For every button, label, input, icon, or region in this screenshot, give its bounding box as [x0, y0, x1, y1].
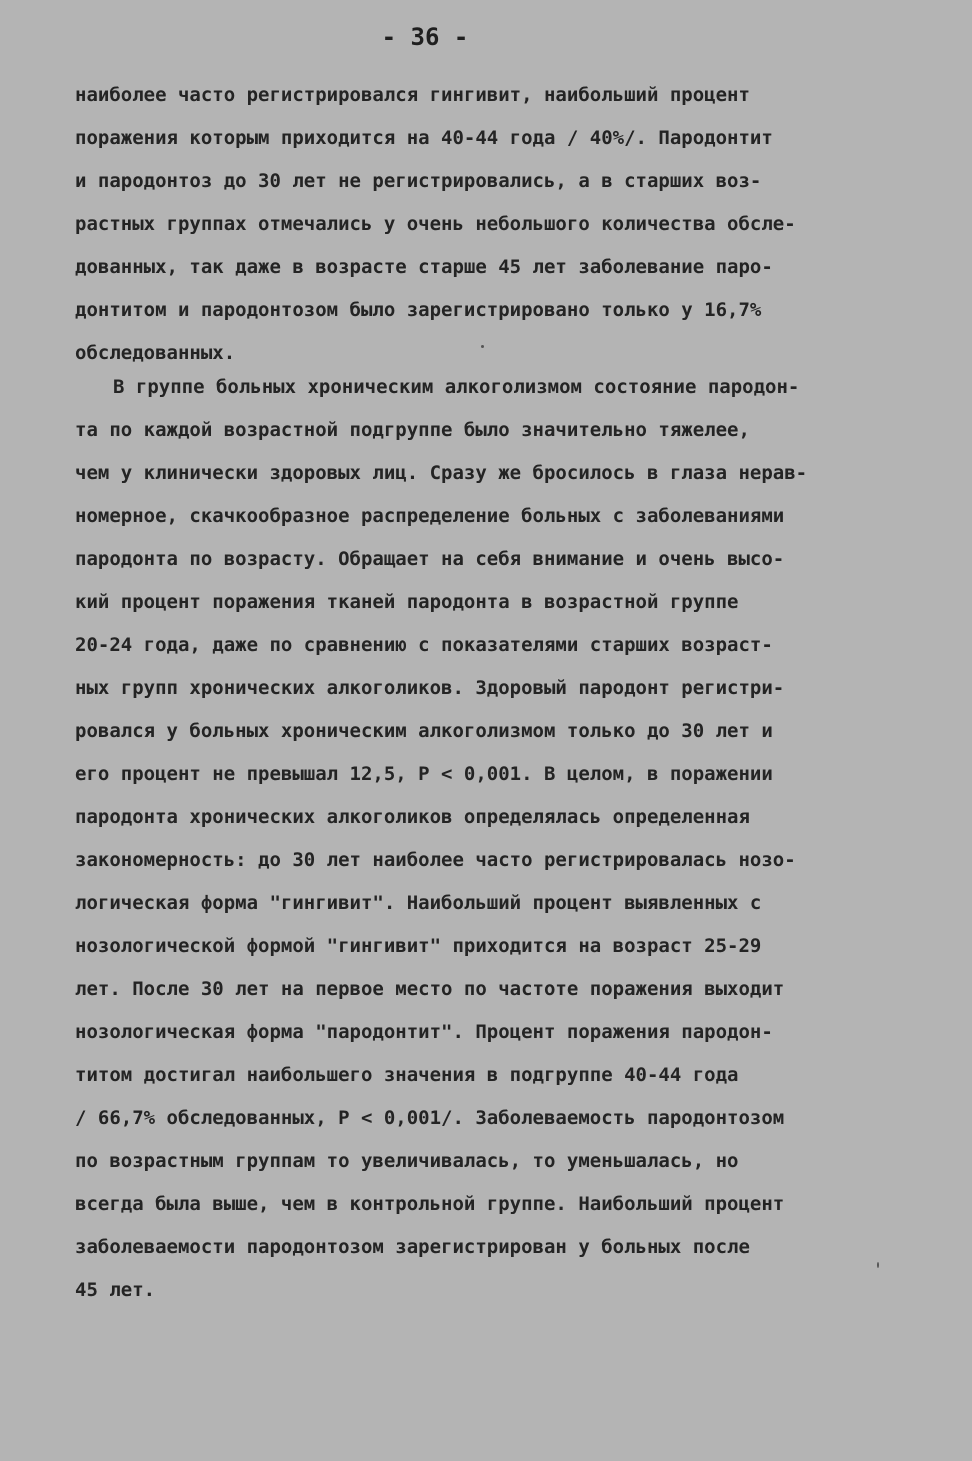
text-line: дованных, так даже в возрасте старше 45 лет заболевание паро- [75, 256, 773, 278]
text-line: В группе больных хроническим алкоголизмом состояние пародон- [113, 376, 800, 398]
paragraph-1 [75, 74, 905, 375]
text-line: 20-24 года, даже по сравнению с показателями старших возраст- [75, 634, 773, 656]
text-line: чем у клинически здоровых лиц. Сразу же бросилось в глаза нерав- [75, 462, 808, 484]
paragraph-2 [75, 366, 905, 1312]
text-line: донтитом и пародонтозом было зарегистрировано только у 16,7% [75, 299, 762, 321]
text-line: ных групп хронических алкоголиков. Здоровый пародонт регистри- [75, 677, 785, 699]
text-line: по возрастным группам то увеличивалась, то уменьшалась, но [75, 1150, 739, 1172]
scan-speck [877, 1262, 879, 1268]
text-line: ровался у больных хроническим алкоголизмом только до 30 лет и [75, 720, 773, 742]
scan-speck [481, 345, 484, 348]
text-line: нозологической формой "гингивит" приходится на возраст 25-29 [75, 935, 762, 957]
text-line: всегда была выше, чем в контрольной группе. Наибольший процент [75, 1193, 785, 1215]
text-line: логическая форма "гингивит". Наибольший процент выявленных с [75, 892, 762, 914]
text-line: наиболее часто регистрировался гингивит, наибольший процент [75, 84, 750, 106]
text-line: его процент не превышал 12,5, P < 0,001. В целом, в поражении [75, 763, 773, 785]
text-line: кий процент поражения тканей пародонта в возрастной группе [75, 591, 739, 613]
text-line: растных группах отмечались у очень небольшого количества обсле- [75, 213, 796, 235]
text-line: пародонта хронических алкоголиков определялась определенная [75, 806, 750, 828]
text-line: закономерность: до 30 лет наиболее часто регистрировалась нозо- [75, 849, 796, 871]
text-line: лет. После 30 лет на первое место по частоте поражения выходит [75, 978, 785, 1000]
text-line: номерное, скачкообразное распределение больных с заболеваниями [75, 505, 785, 527]
text-line: пародонта по возрасту. Обращает на себя внимание и очень высо- [75, 548, 785, 570]
text-line: 45 лет. [75, 1279, 156, 1301]
text-line: обследованных. [75, 342, 236, 364]
text-line: нозологическая форма "пародонтит". Процент поражения пародон- [75, 1021, 773, 1043]
text-line: титом достигал наибольшего значения в подгруппе 40-44 года [75, 1064, 739, 1086]
text-line: заболеваемости пародонтозом зарегистрирован у больных после [75, 1236, 750, 1258]
text-line: / 66,7% обследованных, P < 0,001/. Заболеваемость пародонтозом [75, 1107, 785, 1129]
page-number: - 36 - [381, 23, 469, 51]
text-line: поражения которым приходится на 40-44 года / 40%/. Пародонтит [75, 127, 773, 149]
text-line: та по каждой возрастной подгруппе было значительно тяжелее, [75, 419, 750, 441]
text-line: и пародонтоз до 30 лет не регистрировались, а в старших воз- [75, 170, 762, 192]
